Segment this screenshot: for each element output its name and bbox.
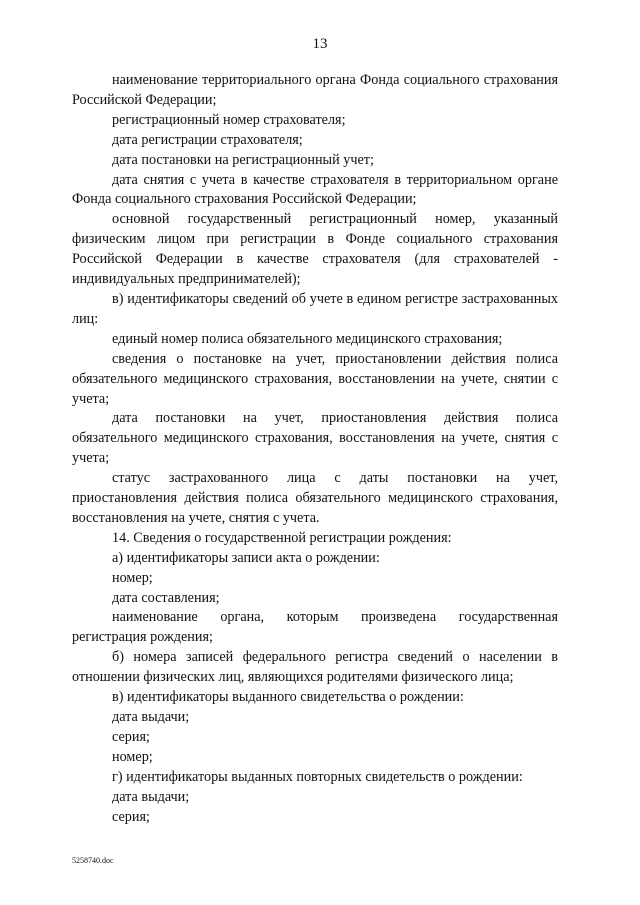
paragraph: дата составления;	[112, 589, 220, 606]
paragraph: дата регистрации страхователя;	[112, 131, 303, 148]
paragraph: а) идентификаторы записи акта о рождении:	[112, 549, 380, 566]
paragraph: дата выдачи;	[112, 709, 190, 725]
paragraph: номер;	[112, 569, 153, 586]
paragraph: в) идентификаторы сведений об учете в едином регистре застрахованных лиц:	[72, 290, 558, 327]
section-heading: 14. Сведения о государственной регистрации рождения:	[112, 529, 452, 546]
paragraph: сведения о постановке на учет, приостановлении действия полиса обязательного медицинского страхования, восстановлении на учете, снятии с учета;	[72, 350, 558, 407]
paragraph: серия;	[112, 728, 150, 745]
document-code: 5258740.doc	[72, 856, 114, 865]
paragraph: наименование органа, которым произведена государственная регистрация рождения;	[72, 609, 558, 646]
paragraph: дата постановки на регистрационный учет;	[112, 151, 374, 168]
paragraph: серия;	[112, 808, 150, 825]
paragraph: дата выдачи;	[112, 788, 190, 805]
paragraph: наименование территориального органа Фонда социального страхования Российской Федерации;	[72, 72, 558, 108]
paragraph: б) номера записей федерального регистра сведений о населении в отношении физических лиц, являющихся родителями физического лица;	[72, 649, 558, 686]
paragraph: основной государственный регистрационный номер, указанный физическим лицом при регистрации в Фонде социального страхования Российской Федерации в качестве страхователя (для страхователей - индивидуальных предпринимателей);	[72, 211, 558, 288]
paragraph: в) идентификаторы выданного свидетельства о рождении:	[112, 689, 464, 706]
paragraph: статус застрахованного лица с даты постановки на учет, приостановления действия полиса обязательного медицинского страхования, восстановления на учете, снятия с учета.	[72, 470, 558, 526]
paragraph: дата снятия с учета в качестве страхователя в территориальном органе Фонда социального страхования Российской Федерации;	[72, 171, 558, 208]
paragraph: дата постановки на учет, приостановления действия полиса обязательного медицинского страхования, восстановления на учете, снятия с учета;	[72, 410, 558, 467]
paragraph: единый номер полиса обязательного медицинского страхования;	[112, 330, 503, 347]
document-body	[72, 71, 558, 827]
paragraph: регистрационный номер страхователя;	[112, 111, 346, 128]
paragraph: г) идентификаторы выданных повторных свидетельств о рождении:	[112, 768, 523, 785]
page-number: 13	[312, 36, 328, 52]
paragraph: номер;	[112, 748, 153, 765]
